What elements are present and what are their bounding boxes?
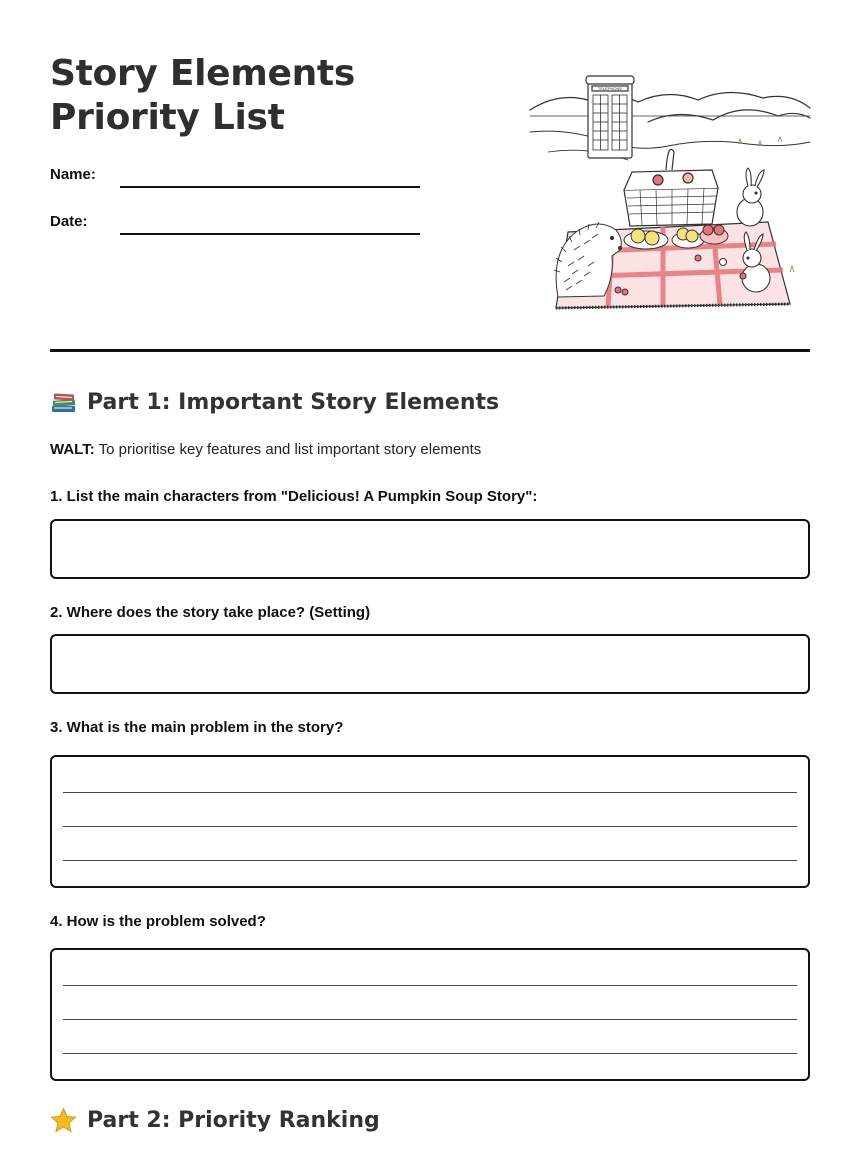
part2-heading [50, 1107, 380, 1134]
writing-line [63, 1053, 797, 1054]
writing-line [63, 792, 797, 793]
page-title: Story Elements Priority List [50, 53, 355, 138]
answer-box-1[interactable] [50, 519, 810, 579]
star-icon [50, 1107, 77, 1134]
picnic-illustration [528, 72, 812, 312]
answer-box-3[interactable] [50, 755, 810, 888]
answer-box-2[interactable] [50, 634, 810, 694]
part1-heading [50, 389, 499, 416]
name-label: Name: [50, 166, 96, 183]
answer-box-4[interactable] [50, 948, 810, 1081]
part1-heading-text: Part 1: Important Story Elements [87, 390, 500, 415]
writing-line [63, 826, 797, 827]
picnic-basket [624, 149, 718, 226]
date-field[interactable] [120, 233, 420, 235]
telephone-booth [586, 76, 634, 158]
header-divider [50, 349, 810, 352]
walt-text: To prioritise key features and list important story elements [94, 441, 482, 458]
date-label: Date: [50, 213, 88, 230]
question-3: 3. What is the main problem in the story? [50, 719, 344, 736]
walt-statement [50, 441, 481, 458]
writing-line [63, 1019, 797, 1020]
writing-line [63, 985, 797, 986]
writing-line [63, 860, 797, 861]
question-2: 2. Where does the story take place? (Setting) [50, 604, 371, 621]
walt-label: WALT: [50, 441, 95, 458]
part2-heading-text: Part 2: Priority Ranking [87, 1108, 380, 1133]
books-icon [50, 389, 77, 416]
name-field[interactable] [120, 186, 420, 188]
booth-sign: TELEPHONE [597, 86, 623, 92]
question-1: 1. List the main characters from "Delicious! A Pumpkin Soup Story": [50, 488, 538, 505]
question-4: 4. How is the problem solved? [50, 913, 266, 930]
